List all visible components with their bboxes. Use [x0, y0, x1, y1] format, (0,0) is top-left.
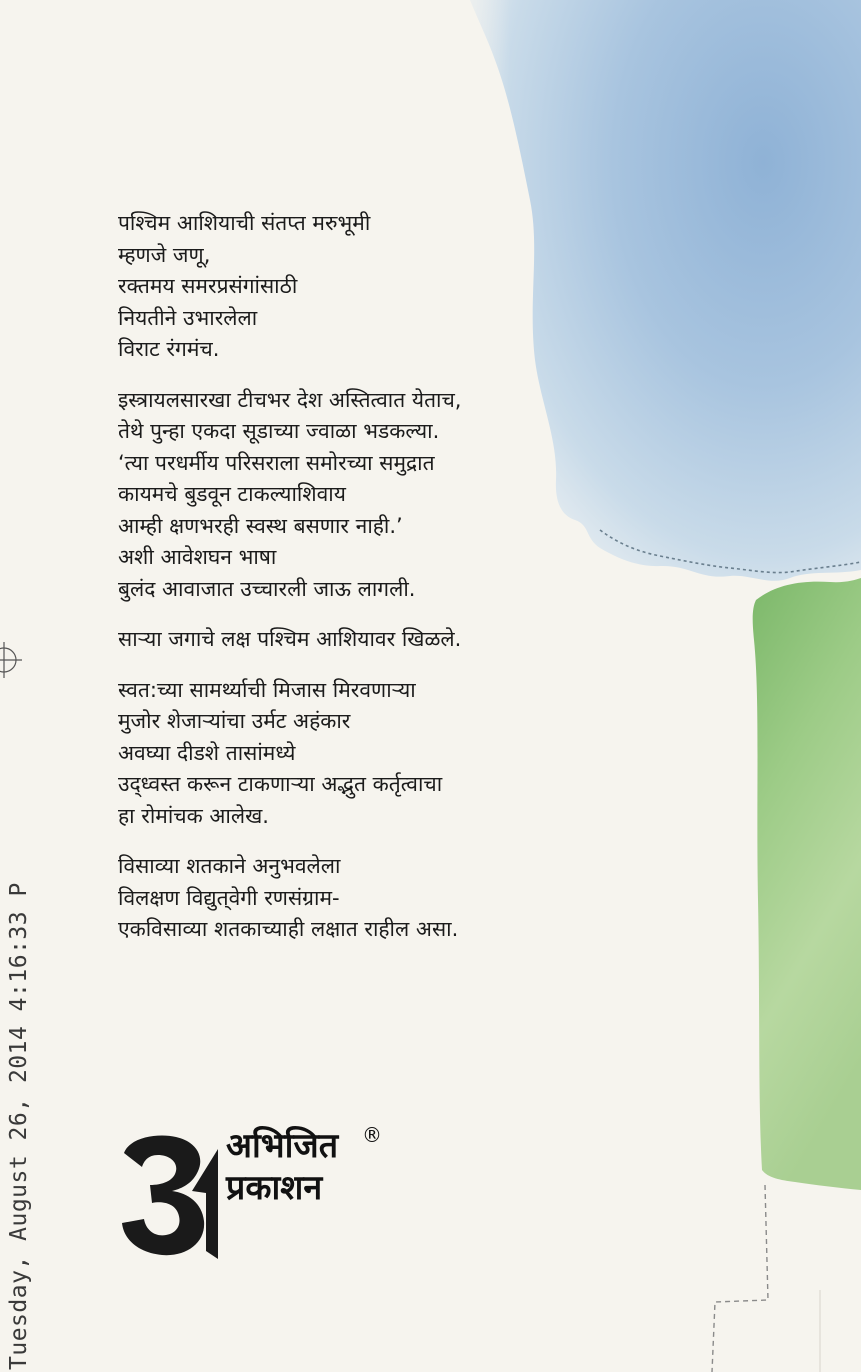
- blurb-line: रक्तमय समरप्रसंगांसाठी: [118, 274, 298, 298]
- blurb-line: मुजोर शेजाऱ्यांचा उर्मट अहंकार: [118, 709, 351, 733]
- blurb-line: कायमचे बुडवून टाकल्याशिवाय: [118, 482, 346, 506]
- blurb-line: ‘त्या परधर्मीय परिसराला समोरच्या समुद्रात: [118, 450, 435, 475]
- blurb-line: एकविसाव्या शतकाच्याही लक्षात राहील असा.: [118, 917, 459, 941]
- green-wash: [753, 578, 861, 1190]
- blurb-line: साऱ्या जगाचे लक्ष पश्चिम आशियावर खिळले.: [118, 627, 462, 651]
- publisher-name-line1: अभिजित: [226, 1126, 339, 1166]
- stanza-3: [118, 624, 588, 656]
- stanza-4: [118, 675, 588, 833]
- publisher-logo-mark-icon: [118, 1131, 223, 1259]
- blurb-line: उद्ध्वस्त करून टाकणाऱ्या अद्भुत कर्तृत्वाचा: [118, 772, 443, 796]
- blurb-line: म्हणजे जणू,: [118, 242, 211, 267]
- blurb-line: हा रोमांचक आलेख.: [118, 803, 269, 828]
- blurb-text: [118, 208, 588, 965]
- stanza-1: [118, 208, 588, 366]
- blurb-line: पश्चिम आशियाची संतप्त मरुभूमी: [118, 211, 371, 235]
- blurb-line: विलक्षण विद्युत्‌वेगी रणसंग्राम-: [118, 885, 340, 910]
- blurb-line: अशी आवेशघन भाषा: [118, 545, 277, 569]
- scan-timestamp: Tuesday, August 26, 2014 4:16:33 P: [6, 882, 32, 1370]
- blurb-line: बुलंद आवाजात उच्चारली जाऊ लागली.: [118, 576, 416, 601]
- registered-mark: ®: [362, 1123, 382, 1147]
- blurb-line: अवघ्या दीडशे तासांमध्ये: [118, 740, 296, 765]
- blurb-line: आम्ही क्षणभरही स्वस्थ बसणार नाही.’: [118, 513, 403, 538]
- blurb-line: नियतीने उभारलेला: [118, 305, 258, 330]
- blurb-line: तेथे पुन्हा एकदा सूडाच्या ज्वाळा भडकल्या.: [118, 419, 440, 443]
- stanza-5: [118, 851, 588, 946]
- crosshair-mark-icon: [0, 642, 22, 678]
- blurb-line: विराट रंगमंच.: [118, 337, 220, 361]
- page-fold-line: [712, 1185, 768, 1372]
- blurb-line: इस्त्रायलसारखा टीचभर देश अस्तित्वात येताच,: [118, 387, 462, 412]
- blurb-line: स्वत:च्या सामर्थ्याची मिजास मिरवणाऱ्या: [118, 677, 416, 702]
- blurb-line: विसाव्या शतकाने अनुभवलेला: [118, 854, 341, 878]
- publisher-name-line2: प्रकाशन: [226, 1168, 323, 1208]
- publisher-name: [226, 1125, 338, 1209]
- publisher-logo: [118, 1125, 398, 1260]
- stanza-2: [118, 385, 588, 606]
